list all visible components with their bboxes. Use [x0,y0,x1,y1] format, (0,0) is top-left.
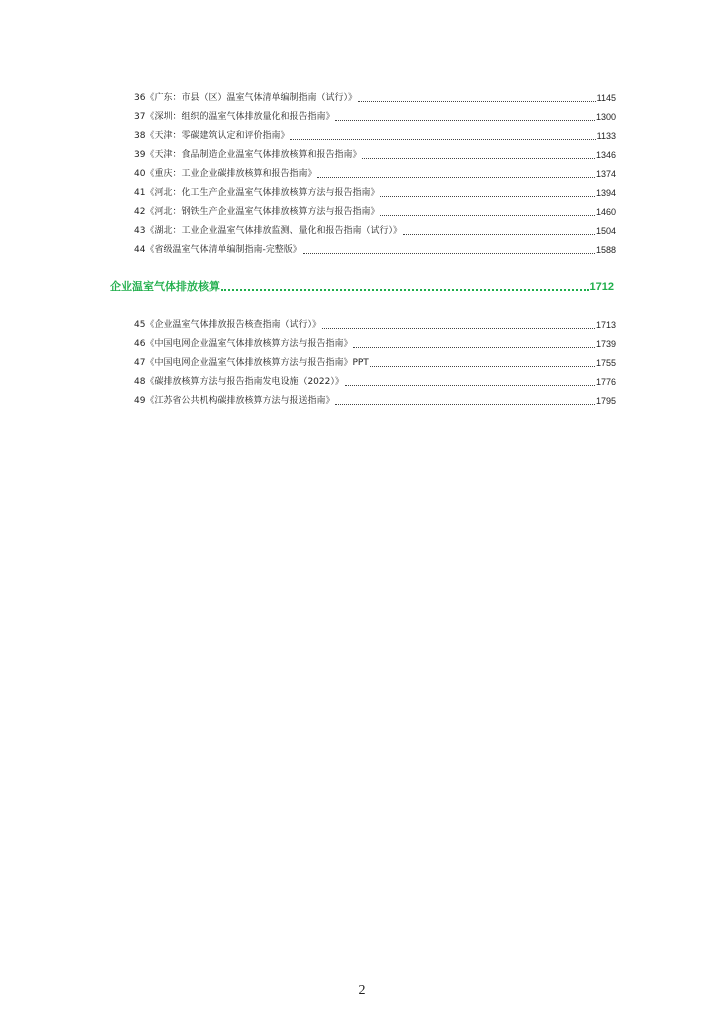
toc-entry-title: 37《深圳：组织的温室气体排放量化和报告指南》 [134,112,335,122]
toc-leader-dots [317,176,595,178]
toc-entry[interactable] [134,394,616,408]
toc-entry[interactable] [134,318,616,332]
toc-entry[interactable] [134,110,616,124]
toc-entry[interactable] [134,129,616,143]
page-number: 2 [358,983,366,998]
toc-entry-title: 42《河北：钢铁生产企业温室气体排放核算方法与报告指南》 [134,207,380,217]
toc-entry-title: 38《天津：零碳建筑认定和评价指南》 [134,131,290,141]
toc-entry[interactable] [134,356,616,370]
toc-entry-page: 1300 [595,112,616,122]
toc-entry-page: 1795 [595,396,616,406]
toc-entry[interactable] [134,91,616,105]
toc-entry[interactable] [134,375,616,389]
toc-entry-page: 1460 [595,207,616,217]
toc-entry-title: 45《企业温室气体排放报告核查指南（试行）》 [134,320,321,330]
toc-leader-dots [370,365,595,367]
toc-entry-page: 1713 [595,320,616,330]
toc-entry-title: 39《天津：食品制造企业温室气体排放核算和报告指南》 [134,150,362,160]
toc-entry[interactable] [134,167,616,181]
toc-leader-dots [345,384,595,386]
toc-entry-page: 1346 [595,150,616,160]
toc-entry-page: 1374 [595,169,616,179]
toc-entry[interactable] [134,224,616,238]
toc-leader-dots [335,119,595,121]
toc-entry-title: 41《河北：化工生产企业温室气体排放核算方法与报告指南》 [134,188,380,198]
toc-entry-title: 40《重庆：工业企业碳排放核算和报告指南》 [134,169,317,179]
toc-entry-title: 44《省级温室气体清单编制指南-完整版》 [134,245,302,255]
toc-leader-dots [322,327,595,329]
toc-entry-page: 1588 [595,245,616,255]
toc-entry-page: 1776 [595,377,616,387]
toc-entry[interactable] [134,243,616,257]
toc-entry-page: 1504 [595,226,616,236]
section-leader-dots [221,288,589,291]
toc-entry-page: 1739 [595,339,616,349]
toc-leader-dots [353,346,595,348]
toc-entry-title: 48《碳排放核算方法与报告指南发电设施（2022）》 [134,377,344,387]
toc-entry-title: 36《广东：市县（区）温室气体清单编制指南（试行）》 [134,93,357,103]
toc-entry[interactable] [134,148,616,162]
toc-leader-dots [362,157,595,159]
toc-entry-page: 1394 [595,188,616,198]
toc-leader-dots [380,195,595,197]
toc-leader-dots [290,138,595,140]
toc-entry-page: 1133 [596,131,616,141]
toc-leader-dots [335,403,595,405]
section-heading-page: 1712 [589,281,614,293]
toc-entry-title: 47《中国电网企业温室气体排放核算方法与报告指南》PPT [134,358,369,368]
toc-entry-title: 49《江苏省公共机构碳排放核算方法与报送指南》 [134,396,335,406]
toc-entry[interactable] [134,337,616,351]
toc-leader-dots [403,233,595,235]
toc-entry-title: 46《中国电网企业温室气体排放核算方法与报告指南》 [134,339,353,349]
toc-entry[interactable] [134,186,616,200]
toc-section-heading[interactable] [110,279,614,295]
toc-leader-dots [358,100,596,102]
toc-leader-dots [380,214,595,216]
toc-entry-page: 1755 [595,358,616,368]
toc-entry-title: 43《湖北：工业企业温室气体排放监测、量化和报告指南（试行）》 [134,226,402,236]
toc-entry[interactable] [134,205,616,219]
toc-entry-page: 1145 [596,93,616,103]
section-heading-title: 企业温室气体排放核算 [110,280,220,293]
toc-leader-dots [303,252,595,254]
